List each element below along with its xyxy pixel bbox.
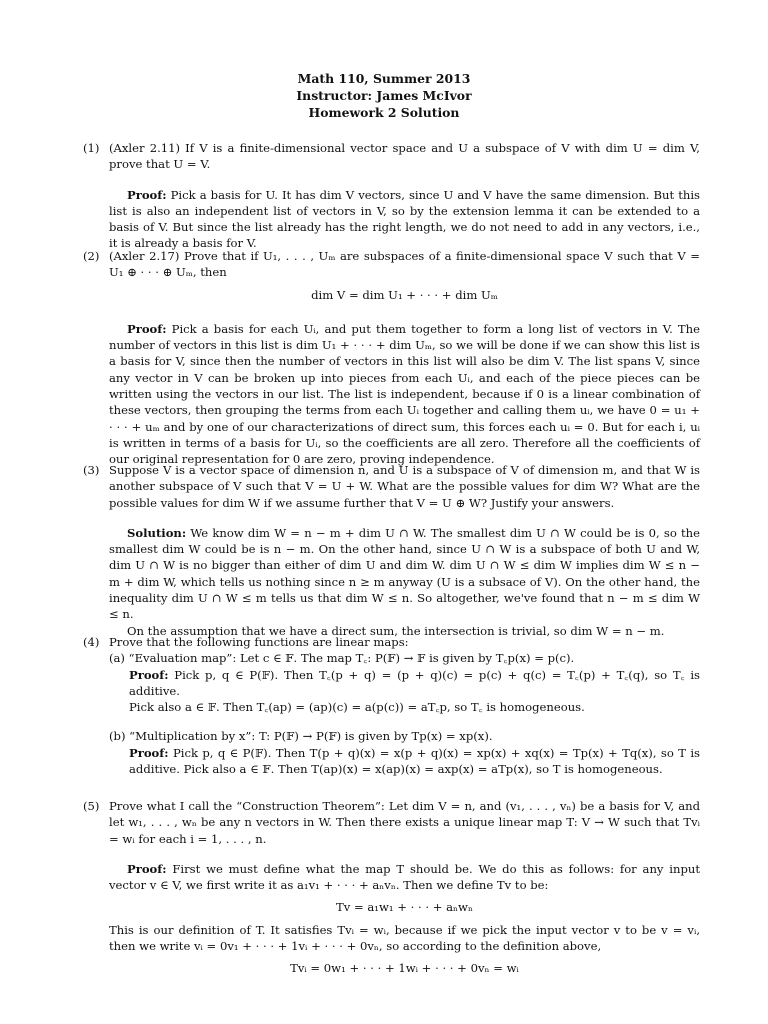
proof-label: Proof:	[129, 667, 169, 682]
homework-title: Homework 2 Solution	[308, 105, 460, 120]
part-label: (a)	[109, 651, 125, 666]
problem-statement: Prove what I call the “Construction Theorem”: Let dim V = n, and (v₁, . . . , vₙ) be a basis for V, and let w₁, . . . , wₙ be any n vectors in W. Then there exists a unique linear map T: V → W such that Tvᵢ = wᵢ for each i = 1, . . . , n.	[109, 799, 700, 846]
solution-text: We know dim W = n − m + dim U ∩ W. The smallest dim U ∩ W could be is 0, so the smallest dim W could be is n − m. On the other hand, since U ∩ W is a subspace of both U and W, dim U ∩ W is no bigger than either of dim U and dim W. dim U ∩ W ≤ dim W implies dim W ≤ n − m + dim W, which tells us nothing since n ≥ m anyway (U is a subsace of V). On the other hand, the inequality dim U ∩ W ≤ m tells us that dim W ≤ n. So altogether, we've found that n − m ≤ dim W ≤ n.	[109, 525, 700, 622]
proof-continuation: This is our definition of T. It satisfies Tvᵢ = wᵢ, because if we pick the input vector v to be v = vᵢ, then we write vᵢ = 0v₁ + · · · + 1vᵢ + · · · + 0vₙ, so according to the definition above,	[109, 922, 700, 954]
solution-paragraph	[109, 525, 700, 623]
proof-label: Proof:	[127, 321, 167, 336]
proof-paragraph	[109, 321, 700, 468]
document-header	[0, 70, 768, 121]
part-a	[109, 650, 700, 715]
problem-number: (1)	[83, 141, 100, 155]
part-text: “Multiplication by x”: T: P(𝔽) → P(𝔽) is given by Tp(x) = xp(x).	[129, 729, 493, 744]
display-equation: Tv = a₁w₁ + · · · + aₙwₙ	[336, 900, 473, 915]
proof-label: Proof:	[127, 187, 167, 202]
proof-text: Pick a basis for each Uᵢ, and put them together to form a long list of vectors in V. The number of vectors in this list is dim U₁ + · · · + dim Uₘ, so we will be done if we can show this list is a basis for V, since then the number of vectors in this list will also be dim V. The list spans V, since any vector in V can be broken up into pieces from each Uᵢ, and each of the piece pieces can be written using the vectors in our list. The list is independent, because if 0 is a linear combination of these vectors, then grouping the terms from each Uᵢ together and calling them uᵢ, we have 0 = u₁ + · · · + uₘ and by one of our characterizations of direct sum, this forces each uᵢ = 0. But for each i, uᵢ is written in terms of a basis for Uᵢ, so the coefficients are all zero. Therefore all the coefficients of our original representation for 0 are zero, proving independence.	[109, 321, 700, 467]
part-label: (b)	[109, 729, 126, 744]
proof-label: Proof:	[127, 861, 167, 876]
problem-number: (2)	[83, 249, 100, 263]
proof-paragraph	[109, 187, 700, 252]
part-proof	[129, 667, 700, 700]
problem-3	[84, 462, 700, 639]
problem-1	[84, 140, 700, 252]
part-proof-line-2: Pick also a ∈ 𝔽. Then T꜀(ap) = (ap)(c) = a(p(c)) = aT꜀p, so T꜀ is homogeneous.	[129, 700, 585, 715]
solution-label: Solution:	[127, 525, 187, 540]
problem-2	[84, 248, 700, 468]
problem-statement: Prove that the following functions are linear maps:	[109, 635, 409, 649]
problem-5	[84, 798, 700, 983]
problem-4	[84, 634, 700, 777]
problem-number: (5)	[83, 799, 100, 813]
proof-text: First we must define what the map T should be. We do this as follows: for any input vector v ∈ V, we first write it as a₁v₁ + · · · + aₙvₙ. Then we define Tv to be:	[109, 861, 700, 893]
display-equation-2: Tvᵢ = 0w₁ + · · · + 1wᵢ + · · · + 0vₙ = wᵢ	[290, 961, 519, 976]
problem-number: (3)	[83, 463, 100, 477]
problem-statement: (Axler 2.17) Prove that if U₁, . . . , Uₘ are subspaces of a finite-dimensional space V such that V = U₁ ⊕ · · · ⊕ Uₘ, then	[109, 249, 700, 280]
part-proof	[129, 745, 700, 778]
problem-statement: (Axler 2.11) If V is a finite-dimensional vector space and U a subspace of V with dim U = dim V, prove that U = V.	[109, 141, 700, 172]
proof-text: Pick a basis for U. It has dim V vectors, since U and V have the same dimension. But this list is also an independent list of vectors in V, so by the extension lemma it can be extended to a basis of V. But since the list already has the right length, we do not need to add in any vectors, i.e., it is already a basis for V.	[109, 187, 701, 251]
part-b	[109, 728, 700, 777]
proof-text: Pick p, q ∈ P(𝔽). Then T(p + q)(x) = x(p + q)(x) = xp(x) + xq(x) = Tp(x) + Tq(x), so T is additive. Pick also a ∈ 𝔽. Then T(ap)(x) = x(ap)(x) = axp(x) = aTp(x), so T is homogeneous.	[129, 745, 700, 777]
part-text: “Evaluation map”: Let c ∈ 𝔽. The map T꜀: P(𝔽) → 𝔽 is given by T꜀p(x) = p(c).	[128, 651, 575, 666]
solution-paragraph-2: On the assumption that we have a direct sum, the intersection is trivial, so dim W = n − m.	[127, 623, 665, 638]
proof-paragraph	[109, 861, 700, 894]
problem-number: (4)	[83, 635, 100, 649]
course-title: Math 110, Summer 2013	[297, 71, 471, 86]
problem-statement: Suppose V is a vector space of dimension n, and U is a subspace of V of dimension m, and that W is another subspace of V such that V = U + W. What are the possible values for dim W? What are the possible values for dim W if we assume further that V = U ⊕ W? Justify your answers.	[109, 463, 700, 510]
proof-label: Proof:	[129, 745, 169, 760]
instructor-line: Instructor: James McIvor	[296, 88, 472, 103]
proof-text: Pick p, q ∈ P(𝔽). Then T꜀(p + q) = (p + q)(c) = p(c) + q(c) = T꜀(p) + T꜀(q), so T꜀ is additive.	[129, 667, 700, 698]
display-equation: dim V = dim U₁ + · · · + dim Uₘ	[311, 287, 498, 302]
